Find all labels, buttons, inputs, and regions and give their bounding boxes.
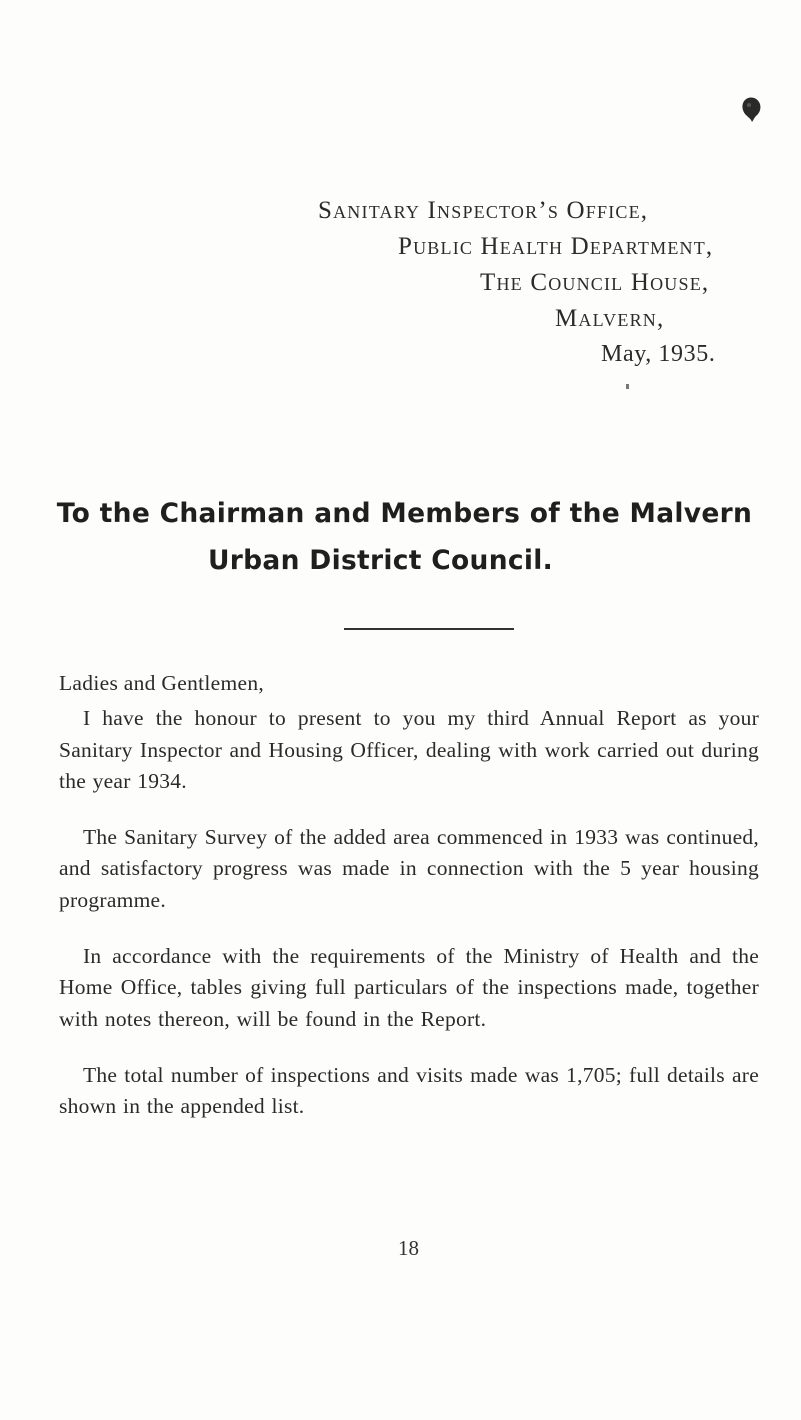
paragraph-sanitary-survey: The Sanitary Survey of the added area commenced in 1933 was continued, and satisfactory progress was made in connection with the 5 year housing programme. — [59, 825, 759, 912]
sender-address-block — [0, 0, 801, 420]
paragraph-ministry-requirements: In accordance with the requirements of the Ministry of Health and the Home Office, tables giving full particulars of the inspections made, together with notes thereon, will be found in the Report. — [59, 944, 759, 1031]
letter-date: May, 1935. — [601, 341, 716, 367]
salutation: Ladies and Gentlemen, — [59, 671, 265, 695]
heading-line-2: Urban District Council. — [207, 545, 554, 576]
letter-body — [59, 668, 759, 1148]
letter-heading — [0, 490, 801, 584]
address-town: Malvern, — [555, 305, 665, 332]
heading-divider — [344, 628, 514, 630]
paragraph-inspection-total: The total number of inspections and visits made was 1,705; full details are shown in the appended list. — [59, 1062, 759, 1119]
address-building: The Council House, — [480, 269, 710, 296]
heading-line-1: To the Chairman and Members of the Malvern — [56, 498, 753, 529]
print-speck — [626, 384, 629, 389]
address-department: Public Health Department, — [398, 233, 714, 260]
address-office: Sanitary Inspector’s Office, — [318, 197, 649, 224]
paragraph-report-intro: I have the honour to present to you my third Annual Report as your Sanitary Inspector and Housing Officer, dealing with work carried out during the year 1934. — [59, 706, 759, 793]
page-number: 18 — [398, 1236, 419, 1260]
